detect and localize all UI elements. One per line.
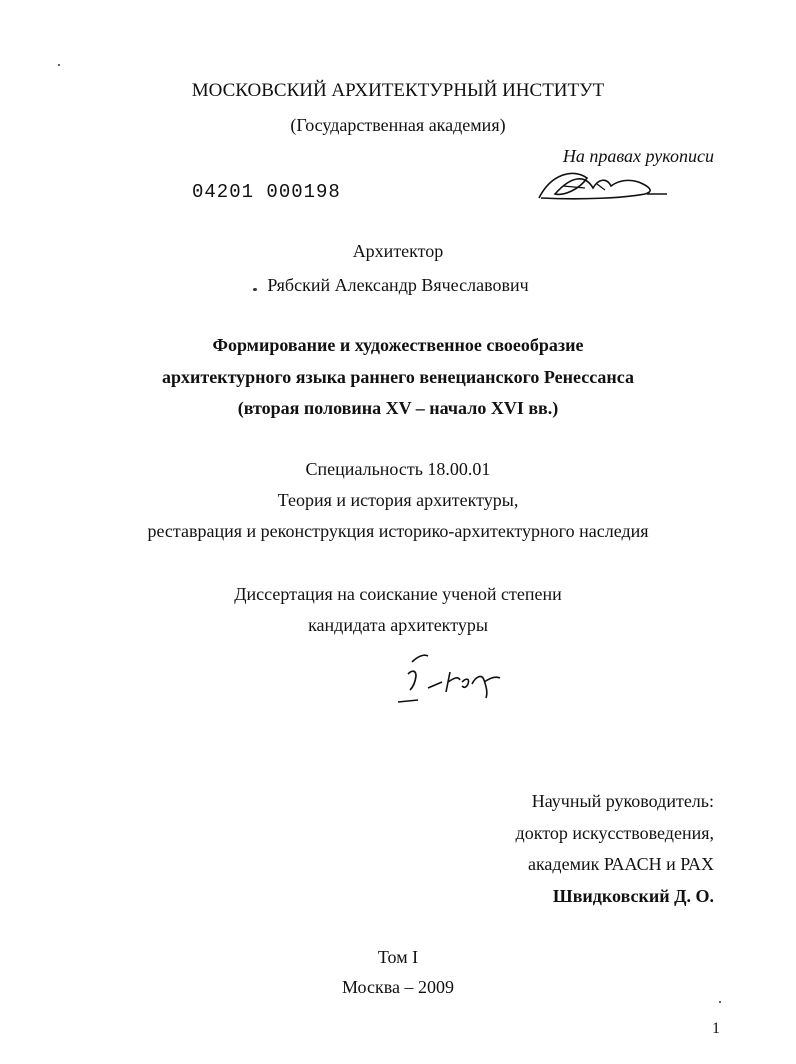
page-number: 1 [712,1020,720,1037]
specialty-line: Теория и история архитектуры, [277,490,519,510]
catalog-number: 04201 000198 [192,181,341,203]
supervisor-line: доктор искусствоведения, [515,823,714,843]
supervisor-line: академик РААСН и РАХ [527,854,714,874]
city-year: Москва – 2009 [342,977,454,997]
institute-name: МОСКОВСКИЙ АРХИТЕКТУРНЫЙ ИНСТИТУТ [191,80,605,101]
signature-icon [533,164,673,208]
dissertation-line: Диссертация на соискание ученой степени [234,584,562,604]
title-line: архитектурного языка раннего венецианского Ренессанса [161,367,635,387]
academy-subtitle: (Государственная академия) [290,115,506,135]
title-line: (вторая половина XV – начало XVI вв.) [237,398,559,418]
supervisor-line: Научный руководитель: [531,791,714,811]
dissertation-line: кандидата архитектуры [308,615,488,635]
handwritten-note-icon [388,648,508,710]
title-line: Формирование и художественное своеобразие [212,335,584,355]
author-role: Архитектор [352,241,444,261]
author-name: Рябский Александр Вячеславович [267,275,529,295]
specialty-line: Специальность 18.00.01 [305,459,491,479]
specialty-line: реставрация и реконструкция историко-архитектурного наследия [147,521,649,541]
manuscript-rights-note: На правах рукописи [562,146,714,166]
scan-speck [58,64,60,66]
scan-speck [719,1001,721,1003]
volume-label: Том I [377,947,419,967]
supervisor-name: Швидковский Д. О. [552,886,714,906]
